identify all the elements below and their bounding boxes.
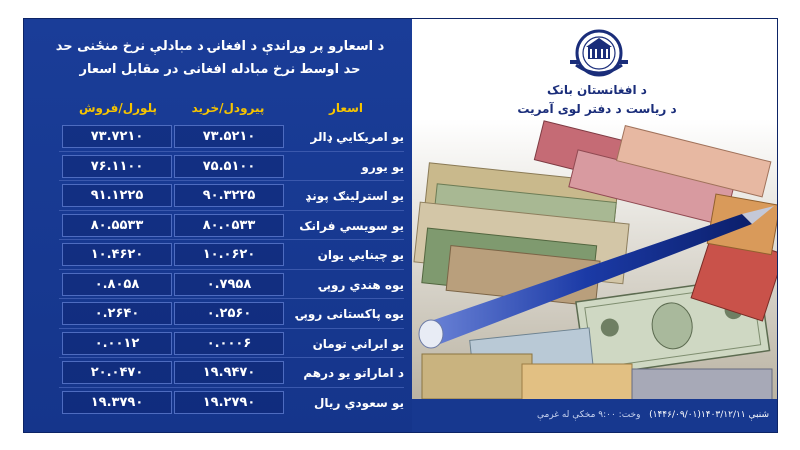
currency-name: یوه پاکستانی روپۍ [296, 307, 404, 321]
bank-logo-icon [564, 29, 634, 79]
currency-name: یو سعودي ریال [314, 395, 404, 410]
bank-header [412, 19, 777, 131]
table-row [24, 358, 412, 388]
table-row [24, 211, 412, 241]
title-line-1: د اسعارو پر وړاندې د افغانۍ د مبادلې نرخ منځنی حد [55, 39, 385, 54]
currency-name: یو ایراني تومان [312, 336, 404, 351]
page-title [38, 35, 402, 81]
currency-name: یو یورو [361, 159, 404, 174]
sell-rate: ۰.۰۰۱۲ [62, 332, 172, 355]
bank-department: د ریاست د دفتر لوی آمریت [517, 102, 677, 116]
currency-name: یو استرلینګ پونډ [305, 189, 404, 203]
buy-rate: ۰.۰۰۰۶ [174, 332, 284, 355]
buy-rate: ۸۰.۰۵۳۳ [174, 214, 284, 237]
table-row [24, 329, 412, 359]
currency-name: د اماراتو یو درهم [303, 366, 404, 380]
rates-table-panel [24, 19, 412, 432]
bank-image-panel [412, 19, 777, 432]
date-footer [412, 399, 777, 432]
buy-rate: ۱۹.۲۷۹۰ [174, 391, 284, 414]
exchange-rate-card [23, 18, 778, 433]
sell-rate: ۱۰.۴۶۲۰ [62, 243, 172, 266]
bank-name-block [472, 81, 722, 119]
column-header-sell: پلورل/فروش [79, 101, 157, 115]
table-row [24, 122, 412, 152]
banknotes-image [412, 119, 777, 404]
table-row [24, 270, 412, 300]
bank-name: د افغانستان بانک [547, 83, 647, 97]
buy-rate: ۷۵.۵۱۰۰ [174, 155, 284, 178]
buy-rate: ۱۰.۰۶۲۰ [174, 243, 284, 266]
table-row [24, 388, 412, 418]
table-row [24, 299, 412, 329]
title-line-2: حد اوسط نرخ مبادله افغانی در مقابل اسعار [79, 62, 361, 77]
currency-name: یوه هندي روپۍ [319, 277, 404, 292]
sell-rate: ۸۰.۵۵۳۳ [62, 214, 172, 237]
column-header-currency: اسعار [328, 101, 364, 115]
sell-rate: ۲۰.۰۴۷۰ [62, 361, 172, 384]
table-row [24, 240, 412, 270]
column-header-buy: پیرودل/خرید [191, 101, 265, 115]
sell-rate: ۹۱.۱۲۲۵ [62, 184, 172, 207]
publish-time: وخت: ۹:۰۰ مخکې له غرمې [537, 410, 641, 420]
table-row [24, 181, 412, 211]
buy-rate: ۰.۲۵۶۰ [174, 302, 284, 325]
buy-rate: ۹۰.۳۲۲۵ [174, 184, 284, 207]
currency-name: یو سویسي فرانک [299, 218, 404, 233]
table-row [24, 152, 412, 182]
sell-rate: ۰.۸۰۵۸ [62, 273, 172, 296]
buy-rate: ۱۹.۹۴۷۰ [174, 361, 284, 384]
sell-rate: ۷۳.۷۲۱۰ [62, 125, 172, 148]
currency-name: یو چینایي یوان [317, 248, 404, 262]
buy-rate: ۰.۷۹۵۸ [174, 273, 284, 296]
currency-name: یو امریکایي ډالر [310, 130, 404, 144]
rates-table [24, 122, 412, 417]
sell-rate: ۷۶.۱۱۰۰ [62, 155, 172, 178]
sell-rate: ۱۹.۳۷۹۰ [62, 391, 172, 414]
sell-rate: ۰.۲۶۴۰ [62, 302, 172, 325]
publish-date: شنبې ۱۴۰۳/۱۲/۱۱(۱۴۴۶/۰۹/۰۱) [649, 410, 769, 420]
buy-rate: ۷۳.۵۲۱۰ [174, 125, 284, 148]
